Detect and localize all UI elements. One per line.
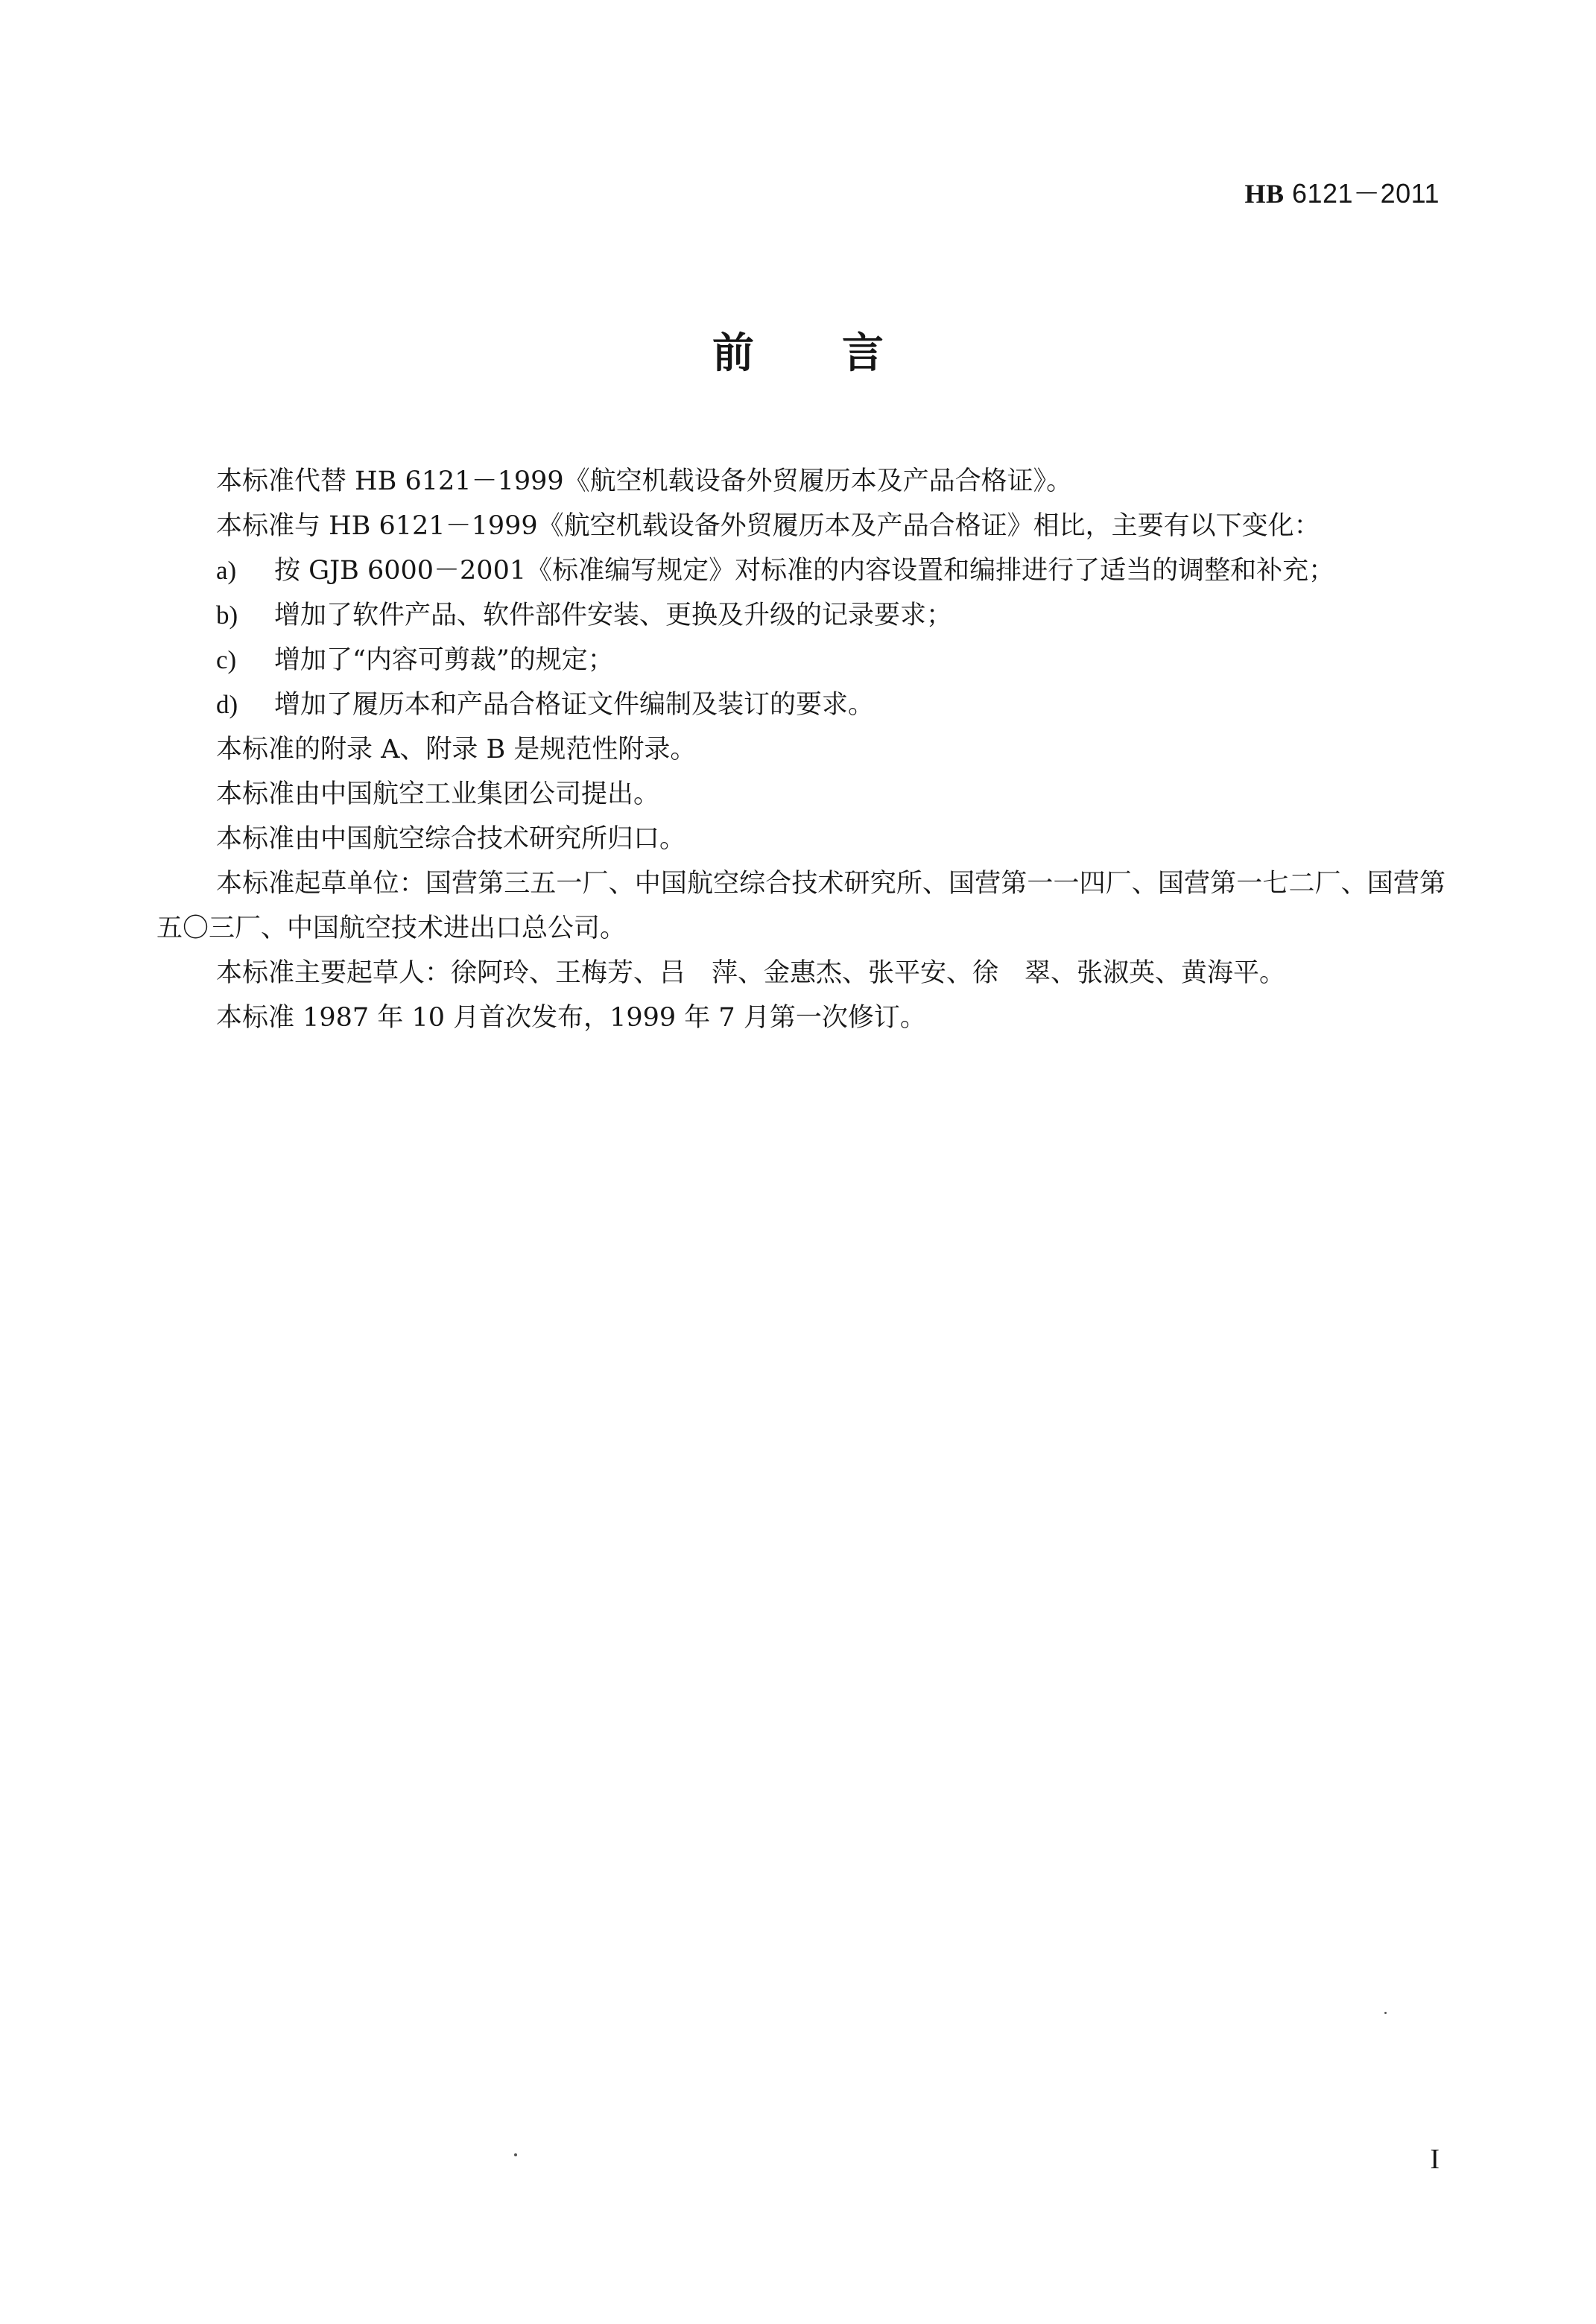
list-item: [156, 593, 1445, 638]
standard-code: [1244, 173, 1440, 211]
list-item: [156, 638, 1445, 683]
paragraph-drafting-units: 本标准起草单位：国营第三五一厂、中国航空综合技术研究所、国营第一一四厂、国营第一七二厂、国营第五〇三厂、中国航空技术进出口总公司。: [156, 869, 1445, 943]
paragraph-changes-intro: 本标准与 HB 6121－1999《航空机载设备外贸履历本及产品合格证》相比，主要有以下变化：: [216, 511, 1320, 541]
list-marker: a): [216, 556, 237, 585]
list-marker: d): [216, 690, 238, 719]
standard-prefix: HB: [1244, 179, 1285, 209]
list-text: 增加了履历本和产品合格证文件编制及装订的要求。: [274, 690, 875, 720]
paragraph-replaces: 本标准代替 HB 6121－1999《航空机载设备外贸履历本及产品合格证》。: [216, 466, 1073, 496]
paragraph-history: 本标准 1987 年 10 月首次发布，1999 年 7 月第一次修订。: [216, 1003, 926, 1033]
list-item: [156, 683, 1445, 727]
list-text: 按 GJB 6000－2001《标准编写规定》对标准的内容设置和编排进行了适当的调整和补充；: [274, 556, 1335, 586]
list-text: 增加了“内容可剪裁”的规定；: [274, 645, 614, 675]
list-item: [156, 548, 1445, 593]
paragraph-appendices: 本标准的附录 A、附录 B 是规范性附录。: [216, 735, 697, 764]
paragraph-administrator: 本标准由中国航空综合技术研究所归口。: [216, 824, 686, 854]
scan-speck: [1384, 2012, 1387, 2014]
foreword-body: [156, 459, 1445, 1040]
scan-speck: [514, 2153, 517, 2156]
list-marker: c): [216, 645, 237, 674]
paragraph-proposer: 本标准由中国航空工业集团公司提出。: [216, 779, 660, 809]
page-title: 前言: [712, 329, 972, 378]
list-marker: b): [216, 601, 238, 630]
paragraph-drafters: 本标准主要起草人：徐阿玲、王梅芳、吕 萍、金惠杰、张平安、徐 翠、张淑英、黄海平。: [216, 958, 1286, 988]
standard-number: 6121－2011: [1284, 178, 1440, 209]
list-text: 增加了软件产品、软件部件安装、更换及升级的记录要求；: [274, 601, 953, 630]
page-number: I: [1430, 2144, 1440, 2175]
